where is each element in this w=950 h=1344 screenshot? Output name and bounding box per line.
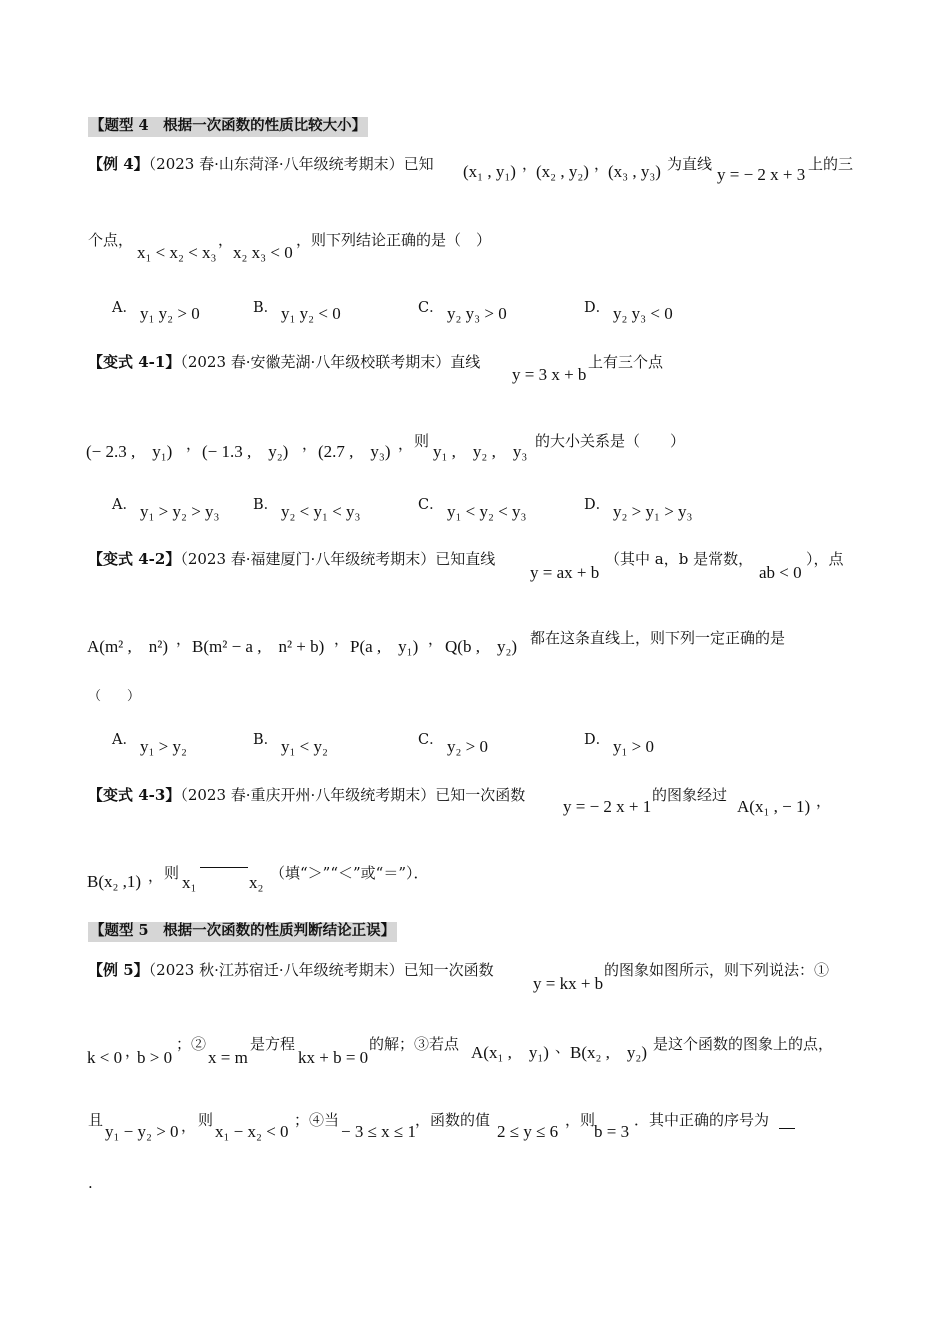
variant-4-1-point-3: (2.7 , y₃): [318, 442, 391, 461]
example-5-range-y: 2 ≤ y ≤ 6: [497, 1122, 559, 1141]
example-5-text-points: 是这个函数的图象上的点，: [653, 1035, 834, 1053]
example-5-point-a: A(x₁ , y₁): [471, 1043, 549, 1062]
example-5-x-eq-m: x = m: [208, 1048, 248, 1067]
example-5-and: 且: [88, 1111, 104, 1129]
option-c-expression[interactable]: y₂ y₃ > 0: [447, 304, 507, 323]
variant-4-3-then: 则: [164, 864, 180, 882]
example-4-text-on: 上的三: [808, 155, 854, 173]
variant-4-1-ys: y₁ , y₂ , y₃: [433, 442, 528, 461]
example-4-line2-start: 个点，: [88, 231, 134, 249]
example-5-text-end: ．其中正确的序号为: [634, 1111, 770, 1129]
option-b-expression[interactable]: y₁ < y₂: [281, 737, 328, 756]
section-4-header: 【题型 4 根据一次函数的性质比较大小】: [88, 117, 368, 137]
comma: ，: [125, 1042, 141, 1060]
answer-fill-blank[interactable]: [779, 1128, 795, 1129]
comma: ，: [522, 155, 538, 173]
comma: ，: [594, 155, 610, 173]
variant-4-2-equation: y = ax + b: [530, 563, 600, 582]
example-5-text-value: ，函数的值: [415, 1111, 491, 1129]
variant-4-3-fill-text: （填“＞”“＜”或“＝”）．: [270, 864, 429, 882]
comma: ，: [816, 792, 832, 810]
variant-4-3-label: 【变式 4-3】: [88, 786, 181, 804]
variant-4-2-point-a: A(m² , n²): [87, 637, 169, 656]
example-5-label: 【例 5】: [88, 961, 149, 979]
example-5-then-2: ，则: [565, 1111, 596, 1129]
example-5-point-b: B(x₂ , y₂): [570, 1043, 648, 1062]
option-c-letter: C．: [418, 497, 444, 513]
variant-4-2-paren-text: （其中 a，b 是常数，: [605, 550, 754, 568]
option-b-letter: B．: [253, 497, 279, 513]
variant-4-2-point-b: B(m² − a , n² + b): [192, 637, 325, 656]
option-a-letter: A．: [112, 732, 137, 748]
example-5-b-eq-3: b = 3: [594, 1122, 630, 1141]
example-5-circle-2: ；②: [176, 1035, 207, 1053]
variant-4-2-point-q: Q(b , y₂): [445, 637, 518, 656]
variant-4-1-source: （2023 春·安徽芜湖·八年级校联考期末）直线: [180, 353, 481, 371]
variant-4-3-source: （2023 春·重庆开州·八年级统考期末）已知一次函数: [180, 786, 526, 804]
example-5-k: k < 0: [87, 1048, 123, 1067]
option-a-letter: A．: [112, 300, 137, 316]
example-5-equation: y = kx + b: [533, 974, 604, 993]
example-5-text-solution: 的解；③若点: [369, 1035, 460, 1053]
option-c-letter: C．: [418, 732, 444, 748]
variant-4-1-text-after: 上有三个点: [588, 353, 664, 371]
example-5-text-after: 的图象如图所示，则下列说法：①: [604, 961, 830, 979]
variant-4-1-question: 的大小关系是（ ）: [535, 432, 686, 450]
example-4-source: （2023 春·山东菏泽·八年级统考期末）已知: [148, 155, 434, 173]
example-5-circle-4: ；④当: [294, 1111, 340, 1129]
option-a-expression[interactable]: y₁ y₂ > 0: [140, 304, 200, 323]
answer-fill-blank[interactable]: [200, 867, 248, 868]
example-5-b: b > 0: [137, 1048, 173, 1067]
comma: ，: [186, 435, 202, 453]
example-4-condition-2: x₂ x₃ < 0: [233, 243, 293, 262]
example-4-point-2: (x₂ , y₂): [536, 162, 589, 181]
example-5-line1: [88, 963, 494, 978]
example-5-trailing-dot: .: [88, 1174, 93, 1192]
variant-4-1-label: 【变式 4-1】: [88, 353, 181, 371]
variant-4-3-point-b: B(x₂ ,1): [87, 872, 142, 891]
example-4-question: ，则下列结论正确的是（ ）: [296, 231, 492, 249]
example-4-point-3: (x₃ , y₃): [608, 162, 661, 181]
variant-4-1-point-1: (− 2.3 , y₁): [86, 442, 173, 461]
option-a-letter: A．: [112, 497, 137, 513]
comma: ，: [148, 867, 164, 885]
variant-4-2-text-dot: ），点: [806, 550, 844, 568]
example-5-range-x: − 3 ≤ x ≤ 1: [341, 1122, 416, 1141]
example-4-label: 【例 4】: [88, 155, 149, 173]
option-d-expression[interactable]: y₁ > 0: [613, 737, 655, 756]
option-c-letter: C．: [418, 300, 444, 316]
example-5-text-is: 是方程: [250, 1035, 296, 1053]
variant-4-3-text-after: 的图象经过: [652, 786, 728, 804]
example-4-text-line: 为直线: [667, 155, 713, 173]
variant-4-3-equation: y = − 2 x + 1: [563, 797, 652, 816]
option-b-letter: B．: [253, 300, 279, 316]
variant-4-1-point-2: (− 1.3 , y₂): [202, 442, 289, 461]
comma: ，: [218, 231, 234, 249]
option-d-letter: D．: [584, 732, 611, 748]
example-4-line1: [88, 157, 434, 172]
comma: ，: [334, 630, 350, 648]
variant-4-1-line1: [88, 355, 480, 370]
comma: ，: [176, 630, 192, 648]
variant-4-2-condition: ab < 0: [759, 563, 802, 582]
option-b-letter: B．: [253, 732, 279, 748]
example-4-point-1: (x₁ , y₁): [463, 162, 516, 181]
example-4-condition-1: x₁ < x₂ < x₃: [137, 243, 217, 262]
comma: ，: [428, 630, 444, 648]
option-b-expression[interactable]: y₁ y₂ < 0: [281, 304, 341, 323]
comma: ，: [181, 1117, 197, 1135]
variant-4-2-label: 【变式 4-2】: [88, 550, 181, 568]
option-d-letter: D．: [584, 300, 611, 316]
option-c-expression[interactable]: y₁ < y₂ < y₃: [447, 502, 527, 521]
option-d-expression[interactable]: y₂ > y₁ > y₃: [613, 502, 693, 521]
variant-4-2-line1: [88, 552, 495, 567]
enum-comma: 、: [555, 1038, 571, 1056]
section-5-header: 【题型 5 根据一次函数的性质判断结论正误】: [88, 922, 397, 942]
comma: ，: [398, 435, 414, 453]
variant-4-1-then: 则: [414, 432, 430, 450]
example-5-diff-y: y₁ − y₂ > 0: [105, 1122, 179, 1141]
variant-4-3-x2: x₂: [249, 873, 264, 892]
variant-4-1-equation: y = 3 x + b: [512, 365, 587, 384]
option-d-expression[interactable]: y₂ y₃ < 0: [613, 304, 673, 323]
option-c-expression[interactable]: y₂ > 0: [447, 737, 489, 756]
example-5-then: 则: [198, 1111, 214, 1129]
variant-4-2-source: （2023 春·福建厦门·八年级统考期末）已知直线: [180, 550, 496, 568]
variant-4-3-x1: x₁: [182, 873, 197, 892]
variant-4-2-point-p: P(a , y₁): [350, 637, 419, 656]
variant-4-3-line1: [88, 788, 525, 803]
variant-4-2-answer-blank: （ ）: [88, 689, 141, 704]
comma: ，: [302, 435, 318, 453]
example-4-equation: y = − 2 x + 3: [717, 165, 806, 184]
option-d-letter: D．: [584, 497, 611, 513]
option-b-expression[interactable]: y₂ < y₁ < y₃: [281, 502, 361, 521]
variant-4-3-point-a: A(x₁ , − 1): [737, 797, 811, 816]
example-5-diff-x: x₁ − x₂ < 0: [215, 1122, 289, 1141]
variant-4-2-text-tail: 都在这条直线上，则下列一定正确的是: [530, 629, 786, 647]
example-5-equation-zero: kx + b = 0: [298, 1048, 369, 1067]
example-5-source: （2023 秋·江苏宿迁·八年级统考期末）已知一次函数: [148, 961, 494, 979]
option-a-expression[interactable]: y₁ > y₂: [140, 737, 187, 756]
option-a-expression[interactable]: y₁ > y₂ > y₃: [140, 502, 220, 521]
